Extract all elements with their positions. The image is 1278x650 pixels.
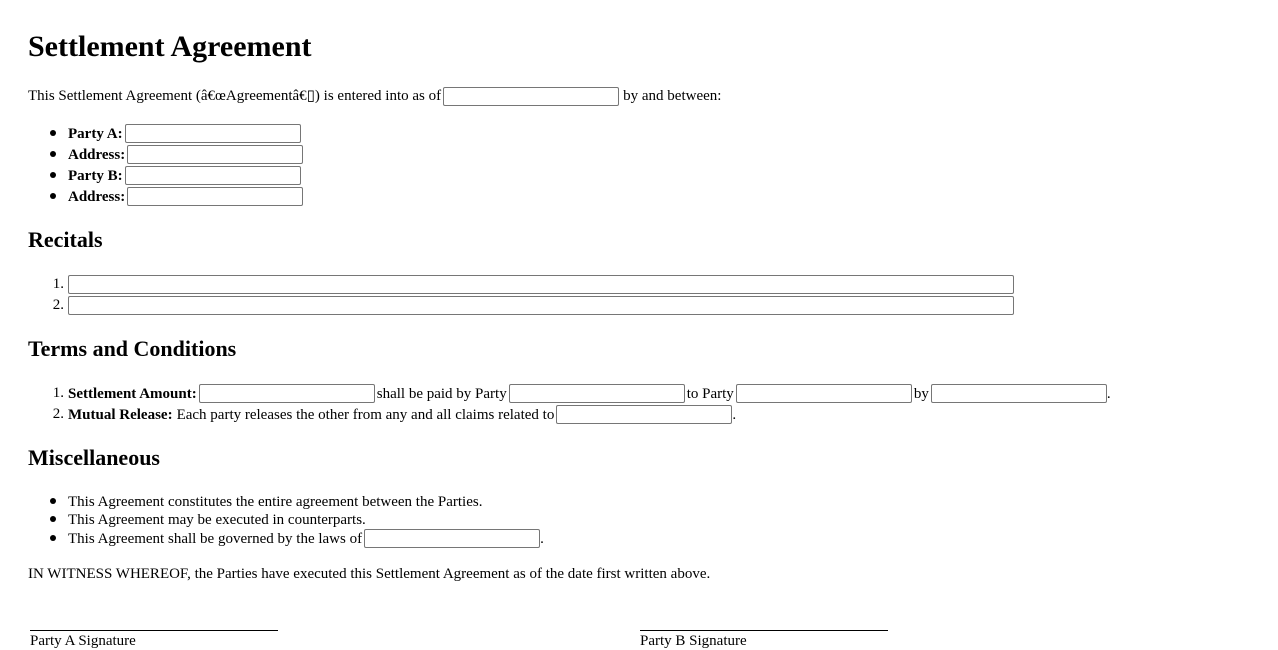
list-bullet [50, 535, 56, 541]
intro-text: This Settlement Agreement (â€œAgreementâ€▯) is entered into as of [28, 88, 442, 104]
list-bullet [50, 516, 56, 522]
recital-row [68, 274, 1016, 295]
party-b-address-field[interactable] [127, 187, 303, 206]
mutual-release-row [68, 404, 736, 425]
misc-item-text: This Agreement shall be governed by the laws of [68, 530, 363, 547]
sentence-end: . [732, 406, 737, 423]
settlement-amount-field[interactable] [199, 384, 375, 403]
misc-item [68, 509, 366, 530]
party-a-address-field[interactable] [127, 145, 303, 164]
release-claims-field[interactable] [556, 405, 732, 424]
sentence-end: . [540, 530, 544, 547]
settlement-amount-label: Settlement Amount: [68, 385, 197, 402]
party-a-field[interactable] [125, 124, 301, 143]
party-b-row [68, 165, 303, 186]
misc-item [68, 528, 544, 549]
recital-2-field[interactable] [68, 296, 1014, 315]
witness-statement [28, 564, 710, 584]
governing-law-field[interactable] [364, 529, 540, 548]
recital-number: 2. [52, 297, 64, 313]
party-b-address-label: Address: [68, 188, 126, 205]
misc-item-text: This Agreement constitutes the entire agreement between the Parties. [68, 493, 483, 510]
misc-item-text: This Agreement may be executed in counterparts. [68, 511, 366, 528]
paying-party-field[interactable] [509, 384, 685, 403]
intro-line [28, 86, 721, 106]
recital-1-field[interactable] [68, 275, 1014, 294]
misc-heading: Miscellaneous [28, 445, 160, 470]
party-a-address-row [68, 144, 305, 165]
sentence-end: . [1106, 385, 1111, 402]
to-party-text: to Party [686, 385, 734, 402]
paid-by-text: shall be paid by Party [376, 385, 507, 402]
list-bullet [50, 498, 56, 504]
party-a-label: Party A: [68, 125, 123, 142]
party-a-row [68, 123, 303, 144]
by-text: by [913, 385, 929, 402]
list-bullet [50, 193, 56, 199]
list-bullet [50, 130, 56, 136]
party-b-label: Party B: [68, 167, 123, 184]
term-number: 2. [52, 406, 64, 422]
party-a-signature-line [30, 630, 278, 650]
party-b-signature-line [640, 630, 888, 650]
page-title: Settlement Agreement [28, 30, 312, 63]
recital-number: 1. [52, 276, 64, 292]
witness-text: IN WITNESS WHEREOF, the Parties have executed this Settlement Agreement as of the date first written above. [28, 566, 711, 582]
recitals-heading: Recitals [28, 227, 103, 252]
mutual-release-text: Each party releases the other from any and all claims related to [176, 406, 555, 423]
receiving-party-field[interactable] [736, 384, 912, 403]
mutual-release-label: Mutual Release: [68, 406, 173, 423]
recital-row [68, 295, 1016, 316]
party-a-address-label: Address: [68, 146, 126, 163]
payment-date-field[interactable] [931, 384, 1107, 403]
party-b-address-row [68, 186, 305, 207]
intro-text-after: by and between: [623, 88, 722, 104]
party-b-signature-label: Party B Signature [640, 633, 747, 649]
agreement-date-field[interactable] [443, 87, 619, 106]
party-b-field[interactable] [125, 166, 301, 185]
list-bullet [50, 172, 56, 178]
party-a-signature-label: Party A Signature [30, 633, 136, 649]
term-number: 1. [52, 385, 64, 401]
terms-heading: Terms and Conditions [28, 336, 237, 361]
list-bullet [50, 151, 56, 157]
settlement-amount-row [68, 383, 1111, 404]
